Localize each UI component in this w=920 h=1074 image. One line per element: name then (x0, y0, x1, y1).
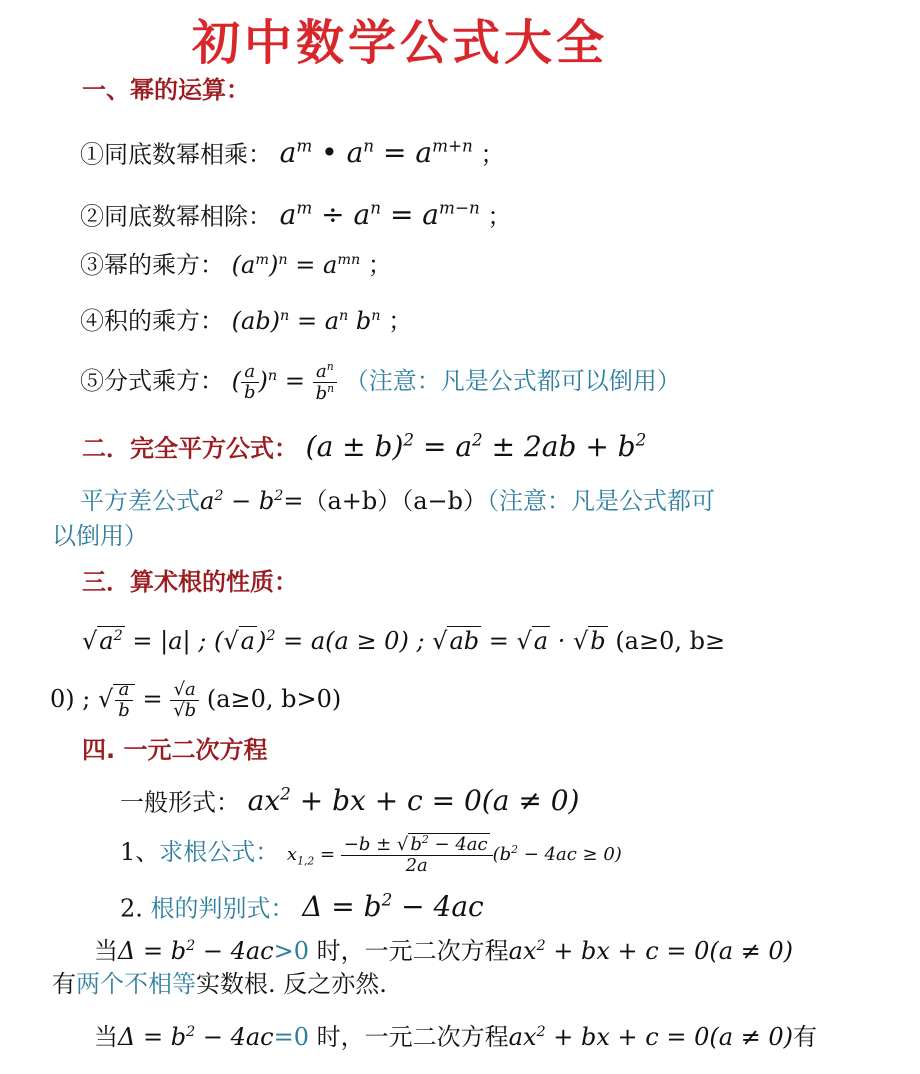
paragraph-2-condition: =0 (273, 1023, 309, 1051)
paragraph-1-line-2-start: 有 (52, 970, 76, 998)
formula-3: ③幂的乘方： $(a^m)^n = a^{mn}$ ； (80, 251, 392, 279)
section-3-heading: 三．算术根的性质： (82, 568, 298, 596)
formula-5-note: （注意：凡是公式都可以倒用） (344, 367, 681, 395)
paragraph-1-mid: 时，一元二次方程 (316, 937, 509, 965)
sqrt-condition-2: (a≥0, b>0) (206, 684, 342, 713)
paragraph-1-highlight: 两个不相等 (76, 970, 196, 998)
sqrt-math-1: $√a^2 = |a|$ ; $(√a)^2 = a(a \ge 0)$ ; √ab = √a · √b (82, 627, 606, 655)
formula-3-math: $(a^m)^n = a^{mn}$ (231, 251, 361, 279)
sqrt-condition-1-end: 0) (50, 684, 75, 713)
difference-of-squares-note-1: （注意：凡是公式都可 (487, 487, 716, 515)
discriminant-math: $\Delta = b^2 - 4ac$ (302, 890, 484, 924)
perfect-square-math: $(a \pm b)^2 = a^2 \pm 2ab + b^2$ (305, 430, 647, 464)
formula-1-label: ①同底数幂相乘： (80, 140, 272, 169)
formula-2: ②同底数幂相除： $a^m \div a^n = a^{m-n}$ ； (80, 198, 512, 232)
sqrt-math-2: √ $\frac{a}{b}$ = $\frac{√a}{√b}$ (98, 685, 199, 713)
paragraph-1-line-2 (52, 968, 852, 1000)
section-2-heading: 二．完全平方公式： (82, 434, 298, 463)
difference-of-squares-note-2: 以倒用） (52, 522, 148, 550)
paragraph-2 (94, 1016, 894, 1053)
root-formula-number: 1、 (120, 838, 160, 866)
section-4-heading: 四. 一元二次方程 (82, 736, 268, 764)
paragraph-2-start: 当 (94, 1023, 118, 1051)
paragraph-1-line-2-end: 实数根. 反之亦然. (196, 970, 387, 998)
general-form-label: 一般形式： (120, 788, 240, 817)
root-formula-label: 求根公式： (159, 838, 280, 866)
sqrt-condition-1: (a≥0, b≥ (615, 627, 726, 655)
difference-of-squares-lhs: $a^2 - b^2$ (200, 487, 284, 515)
general-form (120, 778, 920, 818)
formula-1: ①同底数幂相乘： $a^m$ • $a^n = a^{m+n}$ ； (80, 136, 505, 170)
page-title: 初中数学公式大全 (191, 15, 608, 71)
discriminant-number: 2. (120, 894, 143, 923)
paragraph-1-condition: >0 (273, 937, 309, 965)
formula-5-label: ⑤分式乘方： (80, 367, 224, 395)
paragraph-2-equation: $ax^2$ + bx + c = 0(a ≠ 0) (508, 1023, 794, 1051)
discriminant (120, 884, 920, 924)
difference-of-squares (80, 480, 880, 517)
difference-of-squares-rhs: =（a+b）（a−b） (283, 487, 488, 515)
formula-2-math: $a^m \div a^n = a^{m-n}$ (279, 198, 480, 232)
paragraph-2-end: 有 (793, 1023, 818, 1051)
discriminant-label: 根的判别式： (150, 894, 295, 923)
formula-5 (80, 360, 880, 404)
paragraph-2-mid: 时，一元二次方程 (316, 1023, 509, 1051)
formula-3-label: ③幂的乘方： (80, 251, 224, 279)
formula-5-math: ( $\frac{a}{b}$ )$^n$ = $\frac{a^n}{b^n}$ (232, 367, 337, 395)
formula-4-label: ④积的乘方： (80, 307, 224, 335)
section-1-heading: 一、幂的运算： (82, 76, 250, 104)
formula-1-math: $a^m$ • $a^n = a^{m+n}$ (279, 136, 473, 170)
formula-4-math: $(ab)^n = a^n$ $b^n$ (231, 307, 381, 335)
root-formula (120, 834, 920, 878)
paragraph-1-line-1 (94, 930, 894, 967)
paragraph-1-start: 当 (94, 937, 118, 965)
root-formula-math: $x_{1,2}$ = $\frac{-b \pm √ b^2 - 4ac}{2a}$ $(b^2 - 4ac \ge 0)$ (286, 833, 622, 876)
formula-2-label: ②同底数幂相除： (80, 202, 272, 231)
general-form-math: $ax^2$ + bx + c = 0(a ≠ 0) (247, 784, 580, 818)
paragraph-1-equation: $ax^2$ + bx + c = 0(a ≠ 0) (508, 937, 794, 965)
sqrt-properties-1 (82, 620, 882, 657)
sqrt-properties-2: 0) ; √ $\frac{a}{b}$ = $\frac{√a}{√b}$ (a≥0, b>0) (50, 679, 342, 721)
paragraph-1-delta: $\Delta = b^2 - 4ac$ (118, 937, 274, 965)
formula-4: ④积的乘方： $(ab)^n = a^n$ $b^n$ ； (80, 307, 413, 335)
difference-of-squares-label: 平方差公式 (80, 487, 200, 515)
section-2 (82, 424, 882, 464)
paragraph-2-delta: $\Delta = b^2 - 4ac$ (118, 1023, 274, 1051)
